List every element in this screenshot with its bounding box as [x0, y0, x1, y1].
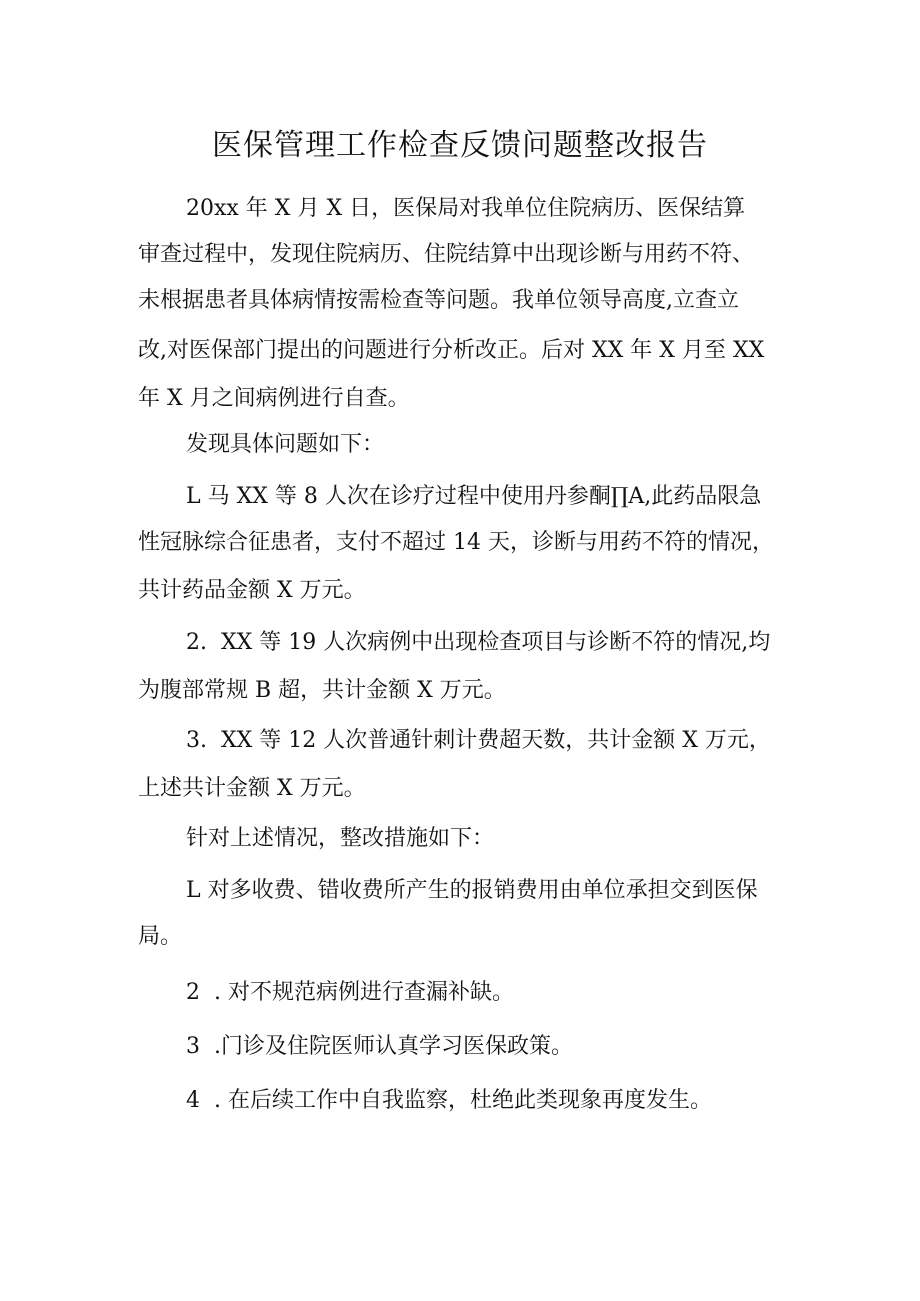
problem-3-line-2: 上述共计金额 X 万元。 — [138, 776, 366, 801]
problem-3-line-1: 3. XX 等 12 人次普通针刺计费超天数，共计金额 X 万元， — [186, 728, 771, 753]
body-line-4: 改,对医保部门提出的问题进行分析改正。后对 XX 年 X 月至 XX — [138, 338, 765, 363]
section-heading-measures: 针对上述情况，整改措施如下： — [186, 826, 495, 851]
measure-3: 3 .门诊及住院医师认真学习医保政策。 — [186, 1034, 573, 1059]
body-line-3: 未根据患者具体病情按需检查等问题。我单位领导高度,立查立 — [138, 288, 739, 313]
measure-1-line-2: 局。 — [138, 924, 183, 949]
problem-1-line-3: 共计药品金额 X 万元。 — [138, 578, 366, 603]
problem-2-line-1: 2. XX 等 19 人次病例中出现检查项目与诊断不符的情况,均 — [186, 630, 771, 655]
problem-1-line-2: 性冠脉综合征患者，支付不超过 14 天，诊断与用药不符的情况， — [138, 530, 774, 555]
measure-2: 2 . 对不规范病例进行查漏补缺。 — [186, 980, 514, 1005]
body-line-5: 年 X 月之间病例进行自查。 — [138, 386, 410, 411]
body-line-2: 审查过程中，发现住院病历、住院结算中出现诊断与用药不符、 — [138, 242, 755, 267]
problem-1-line-1: L 马 XX 等 8 人次在诊疗过程中使用丹参酮∏A,此药品限急 — [186, 484, 762, 509]
problem-2-line-2: 为腹部常规 B 超，共计金额 X 万元。 — [138, 678, 506, 703]
document-title: 医保管理工作检查反馈问题整改报告 — [212, 128, 708, 163]
measure-1-line-1: L 对多收费、错收费所产生的报销费用由单位承担交到医保 — [186, 878, 758, 903]
body-line-1: 20xx 年 X 月 X 日，医保局对我单位住院病历、医保结算 — [186, 196, 746, 221]
section-heading-problems: 发现具体问题如下： — [186, 432, 385, 457]
measure-4: 4 . 在后续工作中自我监察，杜绝此类现象再度发生。 — [186, 1088, 712, 1113]
